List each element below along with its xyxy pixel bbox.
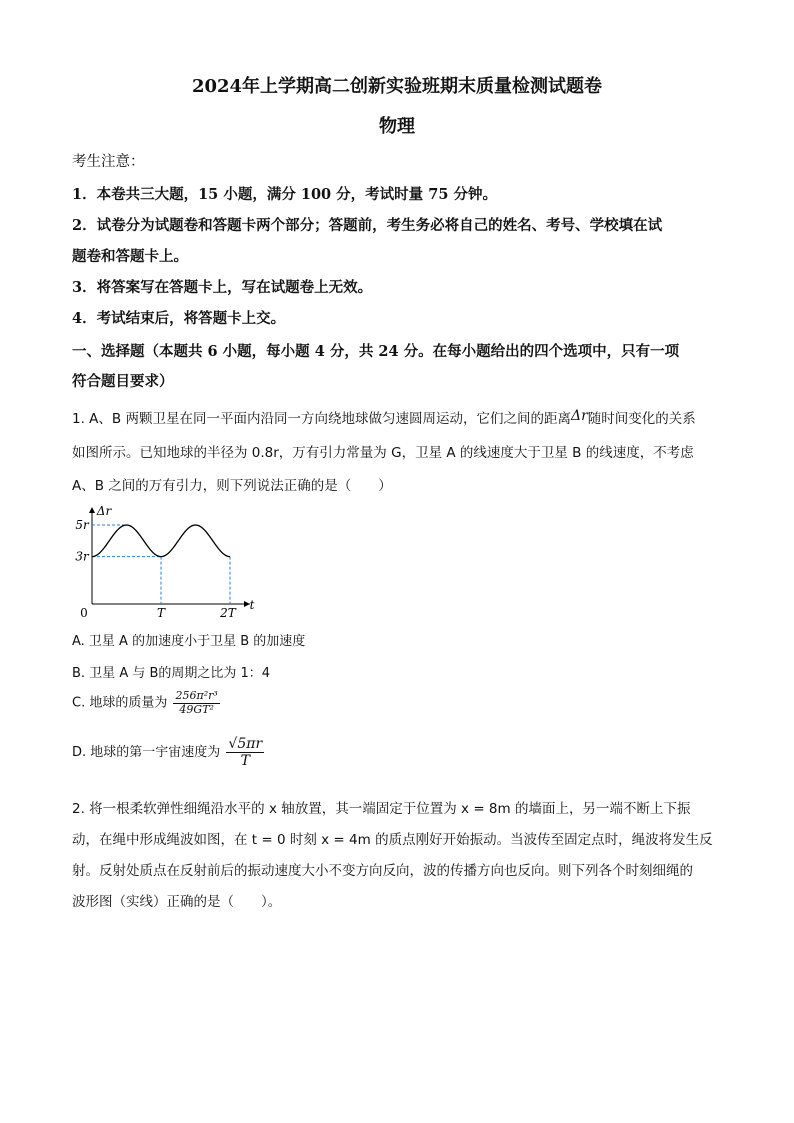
- question-1-line: [72, 407, 732, 427]
- option-b[interactable]: B. 卫星 A 与 B的周期之比为 1：4: [72, 666, 271, 681]
- notice-heading: 考生注意：: [72, 154, 145, 170]
- question-2-line: 波形图（实线）正确的是（ ）。: [72, 894, 282, 910]
- velocity-fraction: [226, 736, 264, 769]
- mass-fraction: [173, 690, 219, 716]
- option-d-label: D. 地球的第一宇宙速度为: [72, 745, 221, 761]
- option-d[interactable]: [72, 736, 264, 769]
- question-1-line: A、B 之间的万有引力，则下列说法正确的是（ ）: [72, 478, 392, 494]
- x-tick-T: T: [156, 606, 166, 618]
- question-1-text: 1. A、B 两颗卫星在同一平面内沿同一方向绕地球做匀速圆周运动，它们之间的距离: [72, 411, 571, 427]
- y-tick-3r: 3r: [75, 549, 89, 564]
- delta-r-curve: [92, 525, 230, 557]
- x-tick-2T: 2T: [220, 606, 236, 618]
- y-axis-arrow: [89, 507, 95, 513]
- notice-item: 3．将答案写在答题卡上，写在试题卷上无效。: [72, 279, 373, 296]
- fraction-numerator: 256π²r³: [175, 689, 218, 702]
- notice-item: 2．试卷分为试题卷和答题卡两个部分；答题前，考生务必将自己的姓名、考号、学校填在试: [72, 217, 663, 234]
- section-heading: 一、选择题（本题共 6 小题，每小题 4 分，共 24 分。在每小题给出的四个选项中，只有一项: [72, 343, 680, 360]
- question-1-line: 如图所示。已知地球的半径为 0.8r，万有引力常量为 G，卫星 A 的线速度大于卫星 B 的线速度，不考虑: [72, 445, 694, 461]
- option-c[interactable]: [72, 690, 220, 716]
- option-a[interactable]: A. 卫星 A 的加速度小于卫星 B 的加速度: [72, 634, 306, 649]
- y-tick-5r: 5r: [75, 518, 89, 532]
- question-1-text-cont: 随时间变化的关系: [587, 411, 696, 427]
- y-axis-label: Δr: [96, 504, 112, 518]
- question-2-line: 射。反射处质点在反射前后的振动速度大小不变方向反向，波的传播方向也反向。则下列各个时刻细绳的: [72, 863, 693, 879]
- option-c-label: C. 地球的质量为: [72, 695, 168, 711]
- x-axis-label: t: [249, 598, 255, 612]
- x-tick-0: 0: [80, 606, 88, 618]
- delta-r-time-graph: [70, 503, 260, 618]
- delta-r-symbol: Δr: [570, 408, 588, 424]
- notice-item: 题卷和答题卡上。: [72, 248, 188, 265]
- fraction-denominator: 49GT²: [179, 702, 214, 716]
- notice-item: 1．本卷共三大题，15 小题，满分 100 分，考试时量 75 分钟。: [72, 186, 497, 203]
- section-heading-cont: 符合题目要求）: [72, 373, 174, 390]
- question-2-line: 2. 将一根柔软弹性细绳沿水平的 x 轴放置，其一端固定于位置为 x = 8m 的墙面上，另一端不断上下振: [72, 801, 691, 817]
- chart-layer: [75, 504, 254, 618]
- fraction-denominator: T: [240, 753, 250, 770]
- exam-title: 2024年上学期高二创新实验班期末质量检测试题卷: [191, 76, 603, 97]
- subject-title: 物理: [379, 116, 415, 137]
- fraction-numerator: √5πr: [228, 736, 263, 752]
- notice-item: 4．考试结束后，将答题卡上交。: [72, 310, 286, 327]
- question-2-line: 动，在绳中形成绳波如图，在 t = 0 时刻 x = 4m 的质点刚好开始振动。当波传至固定点时，绳波将发生反: [72, 832, 713, 848]
